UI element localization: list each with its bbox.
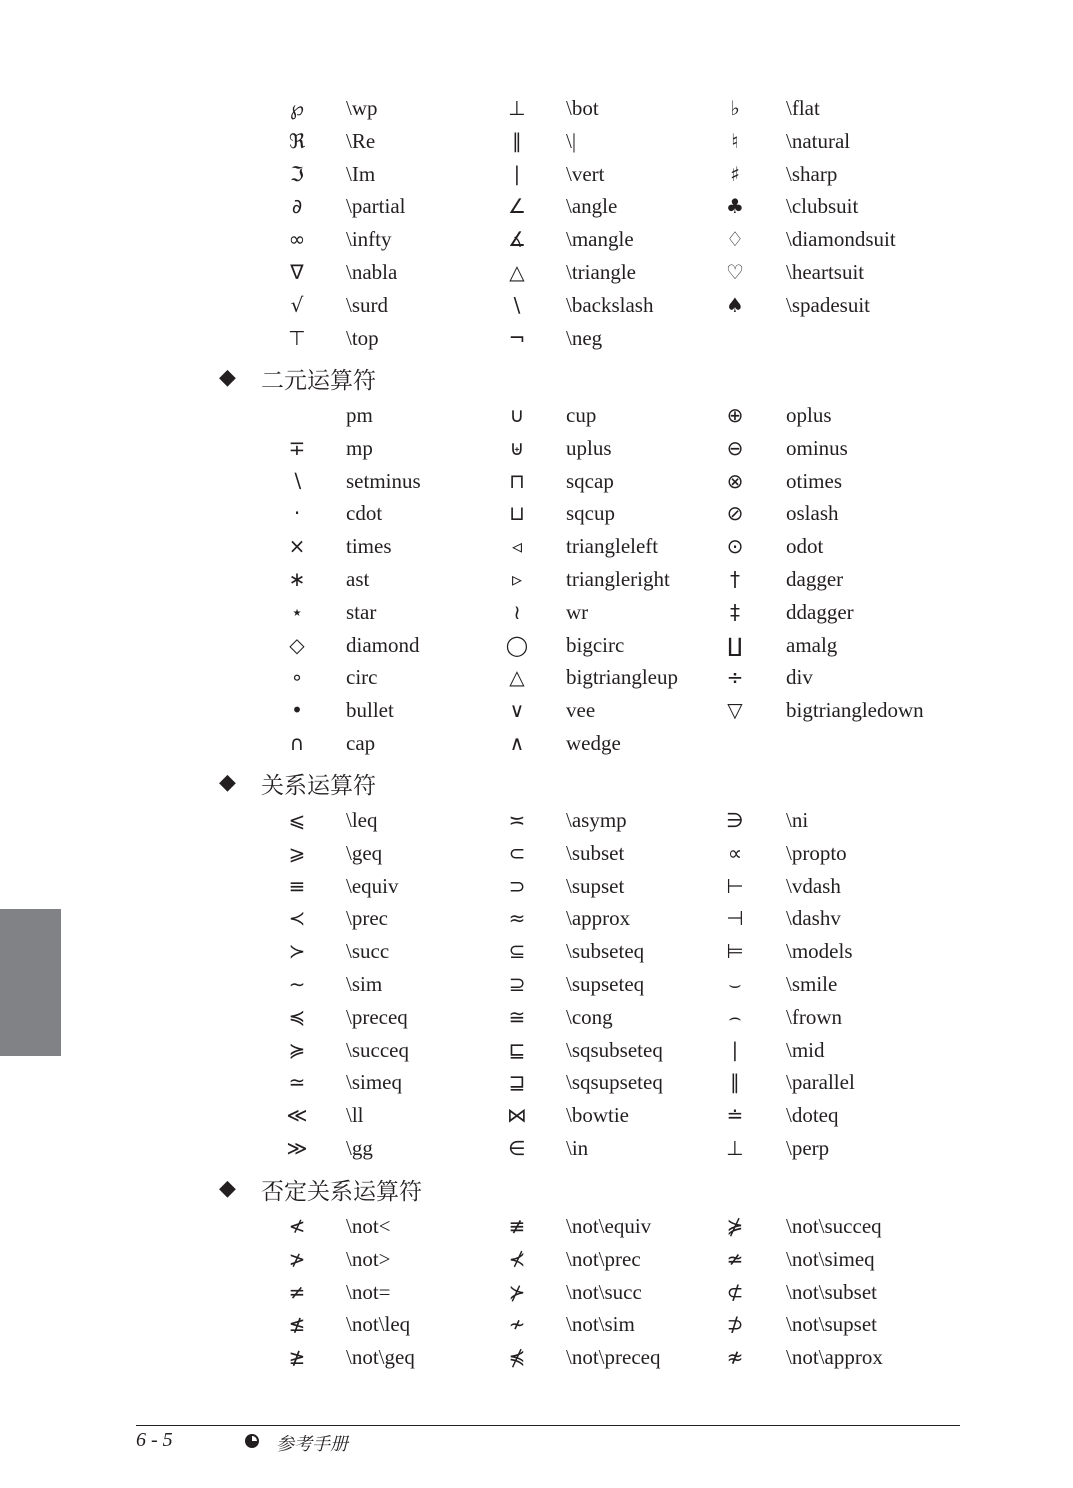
math-symbol: ≻	[288, 939, 306, 964]
table-row	[0, 127, 1073, 160]
math-symbol: •	[291, 698, 303, 723]
math-symbol: ⊗	[726, 468, 744, 493]
math-symbol: †	[730, 567, 740, 591]
latex-command: \gg	[346, 1136, 373, 1160]
table-row	[0, 291, 1073, 324]
latex-command: \leq	[346, 808, 378, 832]
latex-command: \not=	[346, 1279, 391, 1304]
latex-command: times	[346, 534, 392, 559]
table-row	[0, 1212, 1073, 1245]
latex-command: \vert	[566, 161, 605, 186]
latex-command: sqcap	[566, 468, 614, 493]
math-symbol: ≯	[288, 1246, 306, 1271]
math-symbol: ⊆	[508, 939, 526, 964]
math-symbol: ⊑	[508, 1037, 526, 1062]
math-symbol: ♭	[730, 96, 740, 120]
math-symbol: ≅	[508, 1004, 526, 1029]
latex-command: \succ	[346, 939, 390, 964]
latex-command: \top	[346, 325, 379, 350]
math-symbol: ⊂	[508, 840, 526, 865]
math-symbol: ⊁	[508, 1279, 526, 1304]
section-heading	[219, 768, 376, 798]
math-symbol: ◯	[505, 632, 529, 657]
math-symbol: △	[509, 260, 525, 284]
math-symbol: ∼	[288, 972, 306, 996]
latex-command: \mid	[786, 1037, 825, 1062]
math-symbol: ≃	[288, 1070, 306, 1095]
latex-command: \succeq	[346, 1037, 409, 1062]
math-symbol: ∝	[727, 840, 743, 865]
latex-command: \simeq	[346, 1070, 402, 1095]
table-row	[0, 598, 1073, 631]
math-symbol: ℘	[290, 96, 304, 120]
math-symbol: ≍	[508, 808, 526, 832]
math-symbol: ≰	[288, 1312, 306, 1337]
latex-command: \approx	[566, 906, 631, 931]
math-symbol: ≱	[288, 1345, 306, 1370]
math-symbol: ♠	[726, 292, 744, 317]
half-circle-icon	[244, 1433, 260, 1449]
latex-command: \not\simeq	[786, 1246, 875, 1271]
latex-command: \sqsupseteq	[566, 1070, 663, 1095]
math-symbol: ⊤	[288, 325, 306, 350]
math-symbol: ¬	[508, 325, 526, 350]
latex-command: \natural	[786, 128, 851, 153]
table-row	[0, 839, 1073, 872]
latex-command: \cong	[566, 1004, 613, 1029]
table-row	[0, 1101, 1073, 1134]
latex-command: \not\geq	[346, 1345, 415, 1370]
latex-command: \in	[566, 1136, 589, 1160]
latex-command: \frown	[786, 1004, 842, 1029]
latex-command: \perp	[786, 1136, 830, 1160]
latex-command: \not\leq	[346, 1312, 411, 1337]
footer-title: 参考手册	[276, 1434, 348, 1455]
math-symbol: ⊃	[508, 873, 526, 898]
math-symbol: ⊔	[509, 501, 525, 526]
latex-command: \flat	[786, 96, 820, 120]
math-symbol: ∣	[512, 161, 522, 186]
latex-command: \models	[786, 939, 853, 964]
math-symbol: ∐	[727, 632, 743, 657]
latex-command: triangleright	[566, 567, 670, 591]
math-symbol: ∣	[730, 1037, 740, 1062]
math-symbol: ⊀	[508, 1246, 526, 1271]
latex-command: \vdash	[786, 873, 841, 898]
math-symbol: ⩽	[288, 808, 306, 832]
math-symbol: ∓	[288, 435, 306, 460]
table-row	[0, 225, 1073, 258]
math-symbol: ≺	[288, 906, 306, 931]
latex-command: dagger	[786, 567, 844, 591]
latex-command: \not\equiv	[566, 1214, 652, 1238]
math-symbol: ≼	[288, 1004, 306, 1029]
latex-command: wedge	[566, 731, 621, 755]
latex-command: bigtriangleup	[566, 665, 678, 690]
latex-command: cup	[566, 403, 597, 427]
math-symbol: ÷	[726, 665, 744, 690]
table-row	[0, 401, 1073, 434]
latex-command: oslash	[786, 501, 839, 526]
latex-command: \mangle	[566, 227, 634, 252]
latex-command: \Re	[346, 128, 376, 153]
math-symbol: ∩	[289, 731, 305, 755]
math-symbol: ≢	[508, 1214, 526, 1238]
table-row	[0, 160, 1073, 193]
math-symbol: ⊎	[509, 435, 525, 460]
latex-command: \subset	[566, 840, 625, 865]
table-row	[0, 94, 1073, 127]
math-symbol: ◃	[511, 534, 523, 559]
math-symbol: ⊢	[726, 873, 744, 898]
math-symbol: ≈	[508, 906, 526, 931]
latex-command: \propto	[786, 840, 847, 865]
math-symbol: ▹	[511, 567, 523, 591]
math-symbol: ⊄	[726, 1279, 744, 1304]
latex-command: \preceq	[346, 1004, 408, 1029]
latex-command: ast	[346, 567, 370, 591]
latex-command: oplus	[786, 403, 832, 427]
table-row	[0, 1245, 1073, 1278]
math-symbol: ≮	[288, 1214, 306, 1238]
latex-command: \wp	[346, 96, 378, 120]
latex-command: \not\sim	[566, 1312, 635, 1337]
latex-command: cdot	[346, 501, 383, 526]
latex-command: \doteq	[786, 1103, 839, 1128]
math-symbol: ♯	[730, 161, 740, 186]
math-symbol: ∞	[288, 227, 306, 252]
latex-command: bigcirc	[566, 632, 625, 657]
math-symbol: ⊓	[509, 468, 525, 493]
math-symbol: ‡	[730, 599, 740, 624]
latex-command: diamond	[346, 632, 420, 657]
table-row	[0, 872, 1073, 905]
math-symbol: ≽	[288, 1037, 306, 1062]
latex-command: div	[786, 665, 813, 690]
latex-command: \sharp	[786, 161, 838, 186]
latex-command: \sim	[346, 972, 383, 996]
latex-command: bigtriangledown	[786, 698, 924, 723]
math-symbol: ℜ	[288, 128, 306, 153]
math-symbol: ♮	[731, 128, 739, 153]
table-row	[0, 1343, 1073, 1376]
latex-command: uplus	[566, 435, 612, 460]
latex-command: \not\supset	[786, 1312, 878, 1337]
latex-command: \geq	[346, 840, 383, 865]
latex-command: \infty	[346, 227, 392, 252]
latex-command: \prec	[346, 906, 388, 931]
table-row	[0, 192, 1073, 225]
table-row	[0, 1278, 1073, 1311]
latex-command: \triangle	[566, 260, 636, 284]
latex-command: \nabla	[346, 260, 398, 284]
table-row	[0, 729, 1073, 762]
latex-command: \backslash	[566, 292, 654, 317]
math-symbol: ≀	[513, 599, 521, 624]
math-symbol: ⋆	[290, 599, 304, 624]
latex-command: \asymp	[566, 808, 627, 832]
table-row	[0, 1134, 1073, 1167]
table-row	[0, 806, 1073, 839]
math-symbol: ⊥	[726, 1136, 744, 1160]
math-symbol: ⌢	[728, 1004, 742, 1029]
math-symbol: \	[513, 292, 521, 317]
section-heading-text: 二元运算符	[261, 367, 376, 394]
latex-command: \not>	[346, 1246, 391, 1271]
latex-command: \bowtie	[566, 1103, 629, 1128]
latex-command: \supseteq	[566, 972, 645, 996]
math-symbol: ⊇	[508, 972, 526, 996]
latex-command: triangleleft	[566, 534, 659, 559]
math-symbol: ∥	[512, 128, 522, 153]
math-symbol: ⊅	[726, 1312, 744, 1337]
latex-command: \dashv	[786, 906, 841, 931]
math-symbol: ≉	[726, 1345, 744, 1370]
math-symbol: ♡	[726, 260, 744, 284]
math-symbol: ⩾	[288, 840, 306, 865]
table-row	[0, 1068, 1073, 1101]
section-heading	[219, 363, 376, 393]
latex-command: \surd	[346, 292, 388, 317]
latex-command: \Im	[346, 161, 376, 186]
latex-command: bullet	[346, 698, 394, 723]
latex-command: pm	[346, 403, 373, 427]
math-symbol: ∧	[509, 731, 525, 755]
latex-command: \not<	[346, 1214, 391, 1238]
math-symbol: ∨	[509, 698, 525, 723]
section-heading-text: 否定关系运算符	[261, 1178, 422, 1205]
latex-command: setminus	[346, 468, 421, 493]
math-symbol: √	[290, 292, 304, 317]
table-row	[0, 1310, 1073, 1343]
math-symbol: ∋	[726, 808, 744, 832]
latex-command: odot	[786, 534, 824, 559]
math-symbol: ≪	[286, 1103, 308, 1128]
table-row	[0, 696, 1073, 729]
section-heading-text: 关系运算符	[261, 772, 376, 799]
latex-command: \not\preceq	[566, 1345, 661, 1370]
math-symbol: ♢	[726, 227, 744, 252]
math-symbol: ∘	[290, 665, 304, 690]
table-row	[0, 970, 1073, 1003]
diamond-bullet-icon: ◆	[219, 770, 236, 795]
table-row	[0, 1003, 1073, 1036]
math-symbol: ℑ	[290, 161, 304, 186]
footer-rule	[136, 1425, 960, 1426]
table-row	[0, 631, 1073, 664]
math-symbol: ▽	[727, 698, 743, 723]
math-symbol: △	[509, 665, 525, 690]
latex-command: \bot	[566, 96, 599, 120]
latex-command: \sqsubseteq	[566, 1037, 663, 1062]
latex-command: \supset	[566, 873, 625, 898]
latex-command: \not\succeq	[786, 1214, 882, 1238]
latex-command: vee	[566, 698, 596, 723]
math-symbol: ⊨	[726, 939, 744, 964]
latex-command: cap	[346, 731, 376, 755]
latex-command: \neg	[566, 325, 603, 350]
latex-command: \equiv	[346, 873, 399, 898]
latex-command: \diamondsuit	[786, 227, 896, 252]
math-symbol: ⋠	[508, 1345, 526, 1370]
math-symbol: ⋈	[507, 1103, 527, 1128]
math-symbol: ≠	[288, 1279, 306, 1304]
latex-command: \not\prec	[566, 1246, 641, 1271]
math-symbol: ∥	[730, 1070, 740, 1095]
math-symbol: ≐	[726, 1103, 744, 1128]
math-symbol: ∗	[288, 567, 306, 591]
math-symbol: ⌣	[728, 972, 742, 996]
latex-command: \partial	[346, 194, 406, 219]
math-symbol: ∡	[508, 227, 526, 252]
diamond-bullet-icon: ◆	[219, 365, 236, 390]
table-row	[0, 532, 1073, 565]
latex-command: \parallel	[786, 1070, 855, 1095]
section-heading	[219, 1174, 422, 1204]
page-number: 6 - 5	[136, 1429, 173, 1451]
latex-command: amalg	[786, 632, 838, 657]
diamond-bullet-icon: ◆	[219, 1176, 236, 1201]
latex-command: \not\approx	[786, 1345, 883, 1370]
table-row	[0, 434, 1073, 467]
latex-command: sqcup	[566, 501, 615, 526]
latex-command: \not\succ	[566, 1279, 642, 1304]
math-symbol: ⊒	[508, 1070, 526, 1095]
math-symbol: ∠	[508, 194, 526, 219]
math-symbol: ⊥	[508, 96, 526, 120]
table-row	[0, 499, 1073, 532]
latex-command: star	[346, 599, 377, 624]
math-symbol: ⋡	[726, 1214, 744, 1238]
table-row	[0, 467, 1073, 500]
math-symbol: ×	[288, 534, 306, 559]
math-symbol: ⊕	[726, 403, 744, 427]
math-symbol: ≫	[286, 1136, 308, 1160]
latex-command: \clubsuit	[786, 194, 859, 219]
math-symbol: ∪	[509, 403, 525, 427]
table-row	[0, 1036, 1073, 1069]
latex-command: ominus	[786, 435, 848, 460]
math-symbol: ∇	[290, 260, 304, 284]
math-symbol: ≁	[508, 1312, 526, 1337]
math-symbol: ⊙	[726, 534, 744, 559]
table-row	[0, 663, 1073, 696]
math-symbol: ⊖	[726, 435, 744, 460]
math-symbol: ⊘	[726, 501, 744, 526]
latex-command: \ni	[786, 808, 809, 832]
math-symbol: ◇	[289, 632, 305, 657]
math-symbol: ∂	[291, 194, 303, 219]
latex-command: otimes	[786, 468, 842, 493]
latex-command: \smile	[786, 972, 838, 996]
latex-command: \angle	[566, 194, 618, 219]
latex-command: \|	[566, 128, 577, 153]
latex-command: \spadesuit	[786, 292, 870, 317]
math-symbol: ≡	[288, 873, 306, 898]
table-row	[0, 937, 1073, 970]
math-symbol: ∖	[290, 468, 304, 493]
table-row	[0, 904, 1073, 937]
math-symbol: ≄	[726, 1246, 744, 1271]
latex-command: \subseteq	[566, 939, 645, 964]
latex-command: wr	[566, 599, 589, 624]
table-row	[0, 324, 1073, 357]
table-row	[0, 258, 1073, 291]
latex-command: \ll	[346, 1103, 364, 1128]
latex-command: \not\subset	[786, 1279, 878, 1304]
math-symbol: ·	[293, 501, 301, 526]
latex-command: mp	[346, 435, 373, 460]
latex-command: \heartsuit	[786, 260, 865, 284]
latex-command: circ	[346, 665, 378, 690]
math-symbol: ∈	[508, 1136, 526, 1160]
math-symbol: ⊣	[726, 906, 744, 931]
latex-command: ddagger	[786, 599, 854, 624]
math-symbol: ♣	[726, 194, 744, 219]
table-row	[0, 565, 1073, 598]
